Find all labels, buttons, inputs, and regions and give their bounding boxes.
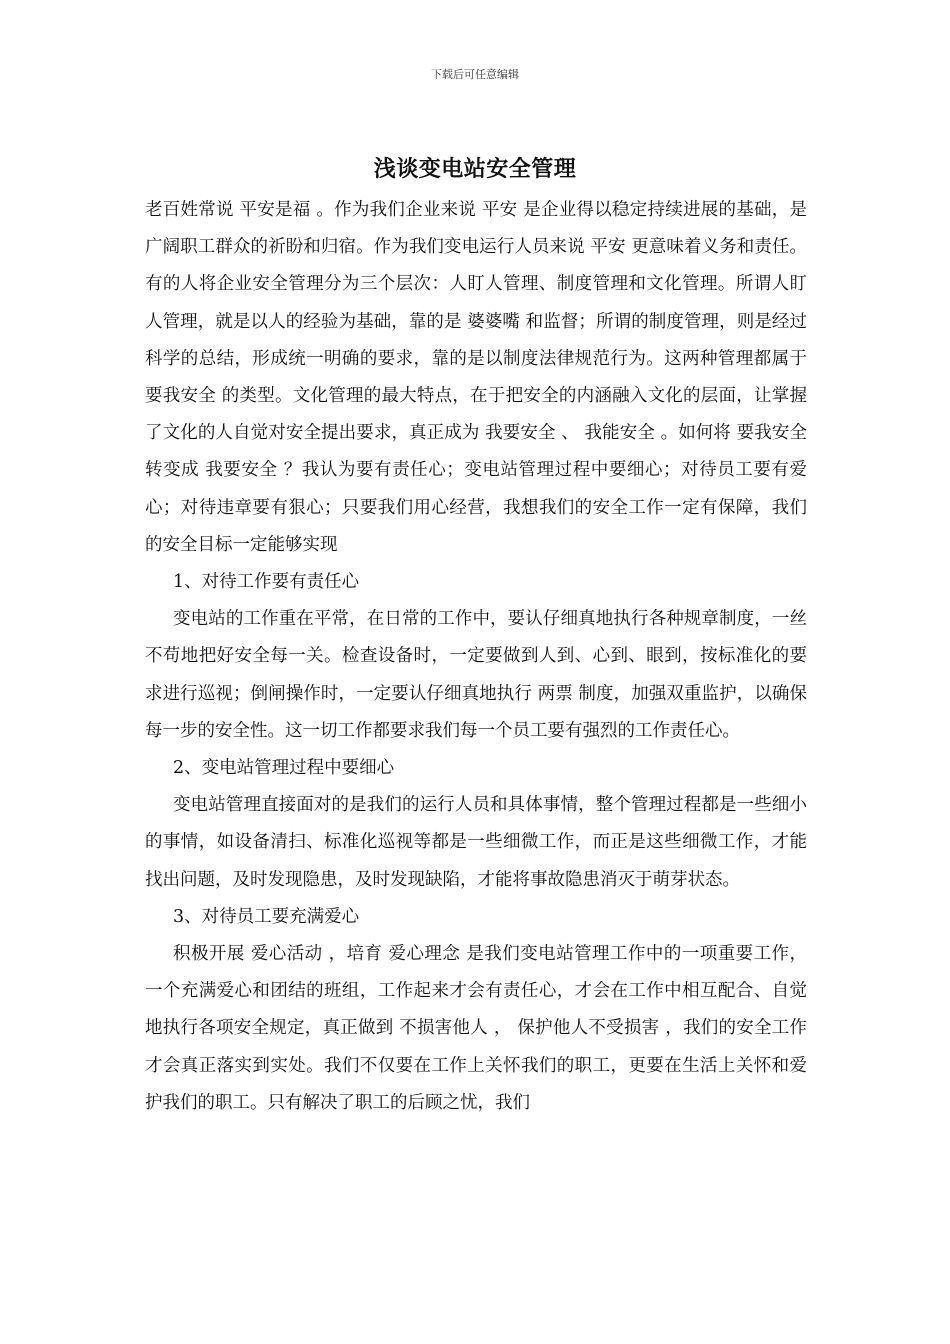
document-title: 浅谈变电站安全管理 xyxy=(373,156,577,182)
header-note: 下载后可任意编辑 xyxy=(431,68,519,81)
section-paragraph-3: 积极开展 爱心活动 ，培育 爱心理念 是我们变电站管理工作中的一项重要工作，一个充满爱心和团结的班组，工作起来才会有责任心，才会在工作中相互配合、自觉地执行各项安全规定，真正做到 不损害他人 ， 保护他人不受损害 ，我们的安全工作才会真正落实到实处。我们不仅要在工作上关怀我们的职工，更要在生活上关怀和爱护我们的职工。只有解决了职工的后顾之忧，我们 xyxy=(145,944,807,1113)
section-paragraph-2: 变电站管理直接面对的是我们的运行人员和具体事情，整个管理过程都是一些细小的事情，如设备清扫、标准化巡视等都是一些细微工作，而正是这些细微工作，才能找出问题，及时发现隐患，及时发现缺陷，才能将事故隐患消灭于萌芽状态。 xyxy=(145,795,807,890)
section-heading-1: 1、对待工作要有责任心 xyxy=(173,572,360,593)
intro-paragraph: 老百姓常说 平安是福 。作为我们企业来说 平安 是企业得以稳定持续进展的基础，是广阔职工群众的祈盼和归宿。作为我们变电运行人员来说 平安 更意味着义务和责任。有的人将企业安全管理分为三个层次：人盯人管理、制度管理和文化管理。所谓人盯人管理，就是以人的经验为基础，靠的是 婆婆嘴 和监督；所谓的制度管理，则是经过科学的总结，形成统一明确的要求，靠的是以制度法律规范行为。这两种管理都属于 要我安全 的类型。文化管理的最大特点，在于把安全的内涵融入文化的层面，让掌握了文化的人自觉对安全提出要求，真正成为 我要安全 、 我能安全 。如何将 要我安全 转变成 我要安全 ？我认为要有责任心；变电站管理过程中要细心；对待员工要有爱心；对待违章要有狠心；只要我们用心经营，我想我们的安全工作一定有保障，我们的安全目标一定能够实现 xyxy=(145,200,807,555)
section-heading-3: 3、对待员工要充满爱心 xyxy=(173,906,360,927)
document-body xyxy=(145,192,807,1122)
section-heading-2: 2、变电站管理过程中要细心 xyxy=(173,758,395,779)
section-paragraph-1: 变电站的工作重在平常，在日常的工作中，要认仔细真地执行各种规章制度，一丝不苟地把好安全每一关。检查设备时，一定要做到人到、心到、眼到，按标准化的要求进行巡视；倒闸操作时，一定要认仔细真地执行 两票 制度，加强双重监护，以确保每一步的安全性。这一切工作都要求我们每一个员工要有强烈的工作责任心。 xyxy=(145,609,807,741)
